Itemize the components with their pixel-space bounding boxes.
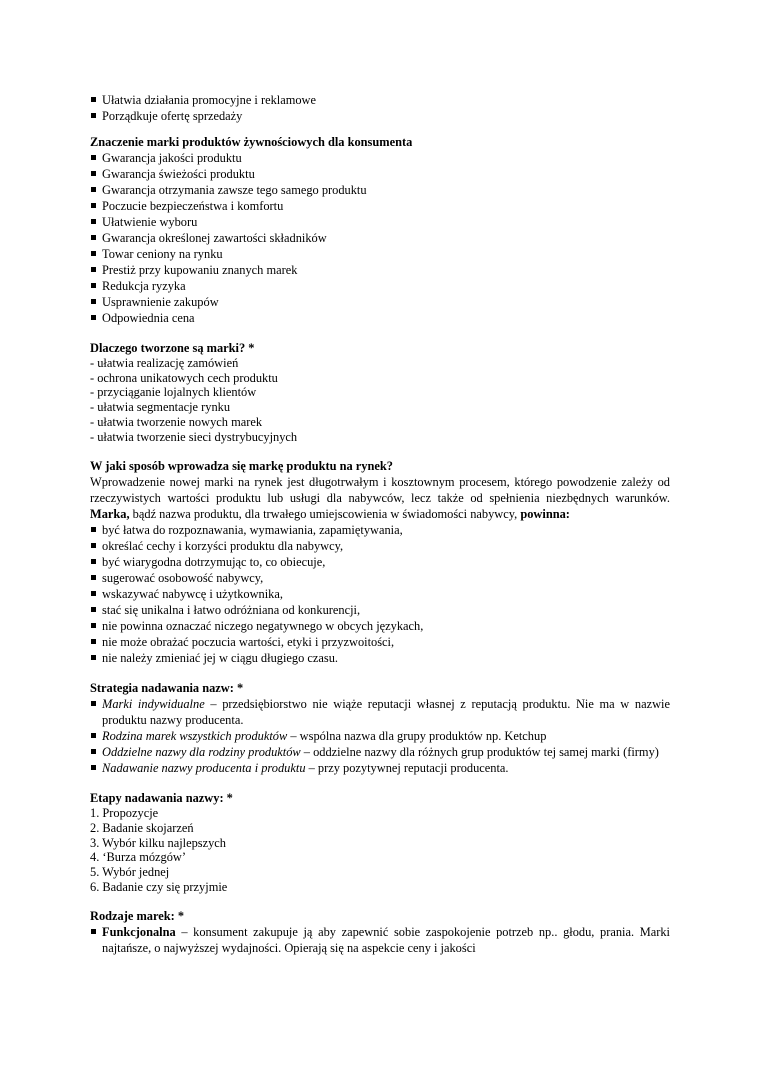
list-item: Gwarancja otrzymania zawsze tego samego produktu bbox=[90, 182, 670, 198]
strategy-text: – wspólna nazwa dla grupy produktów np. Ketchup bbox=[287, 729, 547, 744]
types-term: Funkcjonalna bbox=[102, 925, 176, 940]
list-item: sugerować osobowość nabywcy, bbox=[90, 570, 670, 586]
list-item: Towar ceniony na rynku bbox=[90, 246, 670, 262]
list-item: - ułatwia tworzenie sieci dystrybucyjnych bbox=[90, 429, 298, 444]
list-item: Poczucie bezpieczeństwa i komfortu bbox=[90, 198, 670, 214]
strategy-term: Oddzielne nazwy dla rodziny produktów bbox=[102, 745, 301, 760]
list-item bbox=[90, 696, 670, 728]
strategy-heading: Strategia nadawania nazw: * bbox=[90, 681, 244, 696]
list-item: - przyciąganie lojalnych klientów bbox=[90, 385, 257, 400]
list-item: określać cechy i korzyści produktu dla nabywcy, bbox=[90, 538, 670, 554]
list-item bbox=[90, 728, 670, 744]
how-heading: W jaki sposób wprowadza się markę produktu na rynek? bbox=[90, 459, 393, 474]
consumer-list bbox=[90, 150, 670, 326]
strategy-text: – przy pozytywnej reputacji producenta. bbox=[305, 761, 509, 776]
list-item: 4. ‘Burza mózgów’ bbox=[90, 850, 186, 865]
list-item: Porządkuje ofertę sprzedaży bbox=[90, 108, 670, 124]
list-item: Usprawnienie zakupów bbox=[90, 294, 670, 310]
strategy-term: Rodzina marek wszystkich produktów bbox=[102, 729, 288, 744]
list-item: Gwarancja jakości produktu bbox=[90, 150, 670, 166]
list-item: stać się unikalna i łatwo odróżniana od konkurencji, bbox=[90, 602, 670, 618]
list-item: Redukcja ryzyka bbox=[90, 278, 670, 294]
list-item: nie powinna oznaczać niczego negatywnego w obcych językach, bbox=[90, 618, 670, 634]
list-item bbox=[90, 744, 670, 760]
strategy-text: – oddzielne nazwy dla różnych grup produktów tej samej marki (firmy) bbox=[300, 745, 659, 760]
types-heading: Rodzaje marek: * bbox=[90, 909, 185, 924]
stages-heading: Etapy nadawania nazwy: * bbox=[90, 791, 233, 806]
types-text: – konsument zakupuje ją aby zapewnić sobie zaspokojenie potrzeb np.. głodu, prania. Marki najtańsze, o najwyższej wydajności. Opierają się na aspekcie ceny i jakości bbox=[102, 925, 670, 956]
list-item: Gwarancja świeżości produktu bbox=[90, 166, 670, 182]
why-heading: Dlaczego tworzone są marki? * bbox=[90, 341, 255, 355]
stages-list bbox=[90, 806, 670, 894]
list-item bbox=[90, 760, 670, 776]
marka-text: bądź nazwa produktu, dla trwałego umiejscowienia w świadomości nabywcy, bbox=[129, 507, 521, 522]
why-list bbox=[90, 356, 670, 444]
how-list bbox=[90, 522, 670, 666]
consumer-heading: Znaczenie marki produktów żywnościowych dla konsumenta bbox=[90, 135, 413, 149]
list-item: 3. Wybór kilku najlepszych bbox=[90, 835, 226, 850]
list-item: Prestiż przy kupowaniu znanych marek bbox=[90, 262, 670, 278]
list-item: 2. Badanie skojarzeń bbox=[90, 820, 194, 835]
strategy-list bbox=[90, 696, 670, 776]
list-item: Gwarancja określonej zawartości składników bbox=[90, 230, 670, 246]
marka-term: Marka, bbox=[90, 507, 130, 522]
list-item bbox=[90, 924, 670, 956]
list-item: wskazywać nabywcę i użytkownika, bbox=[90, 586, 670, 602]
document-page bbox=[90, 92, 670, 956]
strategy-term: Nadawanie nazwy producenta i produktu bbox=[102, 761, 306, 776]
how-paragraph-text: Wprowadzenie nowej marki na rynek jest długotrwałym i kosztownym procesem, którego powodzenie zależy od rzeczywistych wartości produktu lub usługi dla nabywców, lecz także od spełnienia niezbędnych warunków. bbox=[90, 475, 670, 506]
strategy-text: – przedsiębiorstwo nie wiąże reputacji własnej z reputacją produktu. Nie ma w nazwie produktu nazwy producenta. bbox=[102, 697, 670, 728]
list-item: Ułatwia działania promocyjne i reklamowe bbox=[90, 92, 670, 108]
types-list bbox=[90, 924, 670, 956]
list-item: - ułatwia realizację zamówień bbox=[90, 356, 239, 370]
list-item: nie może obrażać poczucia wartości, etyki i przyzwoitości, bbox=[90, 634, 670, 650]
list-item: być łatwa do rozpoznawania, wymawiania, zapamiętywania, bbox=[90, 522, 670, 538]
list-item: 5. Wybór jednej bbox=[90, 865, 170, 880]
list-item: - ułatwia segmentacje rynku bbox=[90, 400, 231, 415]
list-item: 1. Propozycje bbox=[90, 806, 159, 821]
list-item: Odpowiednia cena bbox=[90, 310, 670, 326]
list-item: - ochrona unikatowych cech produktu bbox=[90, 370, 278, 385]
list-item: Ułatwienie wyboru bbox=[90, 214, 670, 230]
list-item: nie należy zmieniać jej w ciągu długiego czasu. bbox=[90, 650, 670, 666]
how-paragraph bbox=[90, 474, 670, 522]
list-item: być wiarygodna dotrzymując to, co obiecuje, bbox=[90, 554, 670, 570]
list-item: - ułatwia tworzenie nowych marek bbox=[90, 414, 263, 429]
intro-list bbox=[90, 92, 670, 124]
strategy-term: Marki indywidualne bbox=[102, 697, 205, 712]
list-item: 6. Badanie czy się przyjmie bbox=[90, 879, 228, 894]
marka-tail: powinna: bbox=[520, 507, 570, 522]
